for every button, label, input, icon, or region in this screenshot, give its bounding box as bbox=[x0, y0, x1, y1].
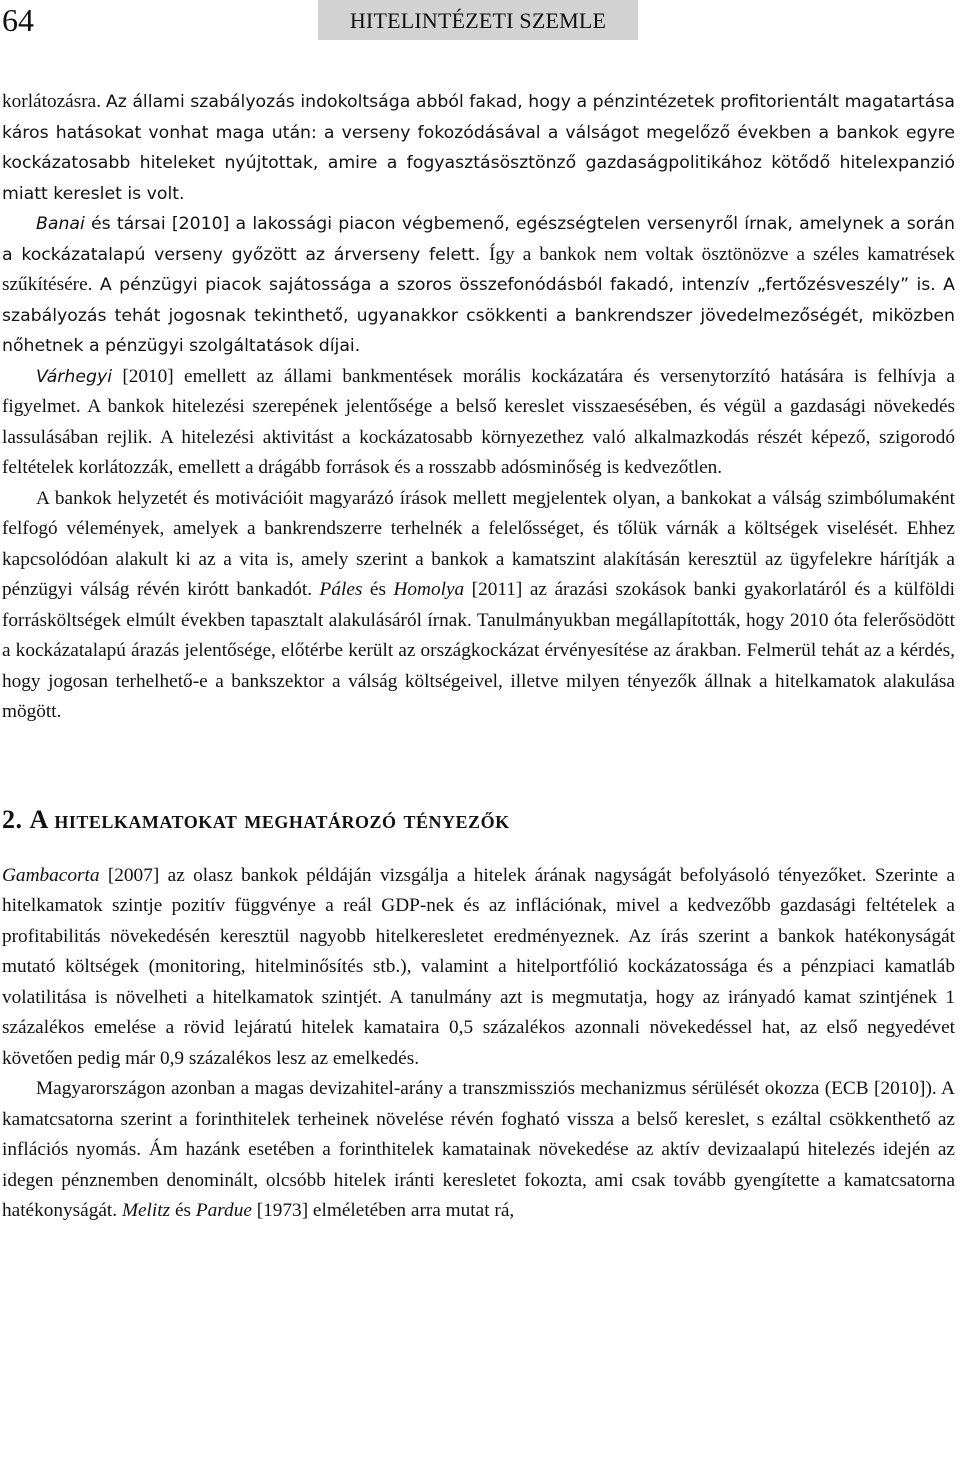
text-fragment: és bbox=[170, 1200, 196, 1221]
text-fragment: [2007] az olasz bankok példáján vizsgálja a hitelek árának nagyságát befolyásoló tényezőket. Szerinte a hitelkamatok szintje pozitív függvénye a reál GDP-nek és az inflációnak, mivel a kedvezőbb gazdasági feltételek a profitabilitás növekedésén keresztül nagyobb hitelkeresletet eredményeznek. Az írás szerint a bankok hatékonyságát mutató költségek (monitoring, hitelminősítés stb.), valamint a hitelportfólió kockázatossága és a pénzpiaci kamatláb volatilitása is növelheti a hitelkamatok szintjét. A tanulmány azt is megmutatja, hogy az irányadó kamat szintjének 1 százalékos emelése a rövid lejáratú hitelek kamataira 0,5 százalékos azonnali növekedéssel hat, az első negyedévet követően pedig már 0,9 százalékos lesz az emelkedés. bbox=[2, 864, 955, 1069]
text-fragment-sans: és társai [2010] a lakossági piacon végbemenő, egészségtelen versenyről írnak, amelynek a során a kockázatalapú verseny győzött az árverseny felett. bbox=[2, 214, 955, 265]
text-fragment: [1973] elméletében arra mutat rá, bbox=[251, 1200, 515, 1221]
section-number: 2. bbox=[2, 804, 30, 834]
text-fragment: A bankok helyzetét és motivációit magyarázó írások mellett megjelentek olyan, a bankokat a válság szimbólumaként felfogó vélemények, amelyek a bankrendszerre terhelnék a felelősséget, és tőlük várnák a költségek viselését. Ehhez kapcsolódóan alakult ki az a vita is, amely szerint a bankok a kamatszint alakításán keresztül az ügyfelekre hárítják a pénzügyi válság révén kirótt bankadót. bbox=[2, 487, 955, 600]
text-fragment-sans: A pénzügyi piacok sajátossága a szoros összefonódásból fakadó, intenzív „fertőzésveszély” is. bbox=[92, 275, 936, 295]
author-name: Melitz bbox=[121, 1200, 171, 1221]
article-body bbox=[2, 87, 955, 1227]
page-header bbox=[0, 0, 960, 44]
text-fragment-sans: Az állami szabályozás indokoltsága abból fakad, hogy a pénzintézetek profitorientált magatartása káros hatásokat vonhat maga után: a verseny fokozódásával a válságot megelőző években a bankok egyre kockázatosabb hiteleket nyújtottak, amire a fogyasztásösztönző gazdaságpolitikához kötődő hitelexpanzió miatt kereslet is volt. bbox=[2, 92, 955, 204]
author-name: Pardue bbox=[195, 1200, 252, 1221]
section-heading bbox=[2, 805, 955, 835]
paragraph-banai bbox=[2, 209, 955, 362]
paragraph-bank-situation bbox=[2, 484, 955, 728]
author-name: Homolya bbox=[393, 579, 465, 600]
text-fragment: [2010] emellett az állami bankmentések morális kockázatára és versenytorzító hatására is felhívja a figyelmet. A bankok hitelezési szerepének jelentősége a belső kereslet visszaesésében, és végül a gazdasági növekedés lassulásában rejlik. A hitelezési aktivitást a kockázatosabb környezethez való alkalmazkodás részét képező, szigorodó feltételek korlátozzák, emellett a drágább források és a rosszabb adósminőség is kedvezőtlen. bbox=[2, 365, 955, 478]
author-name: Gambacorta bbox=[2, 864, 100, 886]
paragraph-state-regulation bbox=[2, 87, 955, 209]
text-fragment-sans: A szabályozás tehát jogosnak tekinthető, ugyanakkor csökkenti a bankrendszer jövedelmezőségét, miközben nőhetnek a pénzügyi szolgáltatások díjai. bbox=[2, 275, 955, 356]
author-name: Banai bbox=[36, 214, 85, 234]
text-fragment: korlátozásra. bbox=[2, 91, 106, 112]
author-name: Várhegyi bbox=[36, 366, 112, 387]
page-number: 64 bbox=[2, 2, 34, 38]
running-head-journal-title: HITELINTÉZETI SZEMLE bbox=[318, 0, 638, 40]
paragraph-hungary bbox=[2, 1074, 955, 1227]
paragraph-gambacorta bbox=[2, 861, 955, 1075]
author-name: Páles bbox=[319, 579, 363, 600]
section-title: A hitelkamatokat meghatározó tényezők bbox=[29, 804, 510, 834]
text-fragment: Magyarországon azonban a magas devizahitel-arány a transzmissziós mechanizmus sérülését okozza (ECB [2010]). A kamatcsatorna szerint a forinthitelek terheinek növelése révén fogható vissza a belső kereslet, s ezáltal csökkenthető az inflációs nyomás. Ám hazánk esetében a forinthitelek kamatainak növekedése az aktív devizaalapú hitelezés idején az idegen pénznemben denominált, olcsóbb hitelek iránti keresletet fokozta, ami csak tovább gyengítette a kamatcsatorna hatékonyságát. bbox=[2, 1078, 955, 1221]
text-fragment: [2011] az árazási szokások banki gyakorlatáról és a külföldi forrásköltségek elmúlt években tapasztalt alakulásáról írnak. Tanulmányukban megállapították, hogy 2010 óta felerősödött a kockázatalapú árazás jelentősége, előtérbe került az országkockázat érvényesítése az árakban. Felmerül tehát az a kérdés, hogy jogosan terhelhető-e a bankszektor a válság költségeivel, illetve milyen tényezők állnak a hitelkamatok alakulása mögött. bbox=[2, 579, 956, 722]
text-fragment: és bbox=[362, 579, 394, 600]
paragraph-varhegyi bbox=[2, 362, 955, 484]
text-fragment: Így a bankok nem voltak ösztönözve a széles kamatrések szűkítésére. bbox=[2, 243, 955, 295]
